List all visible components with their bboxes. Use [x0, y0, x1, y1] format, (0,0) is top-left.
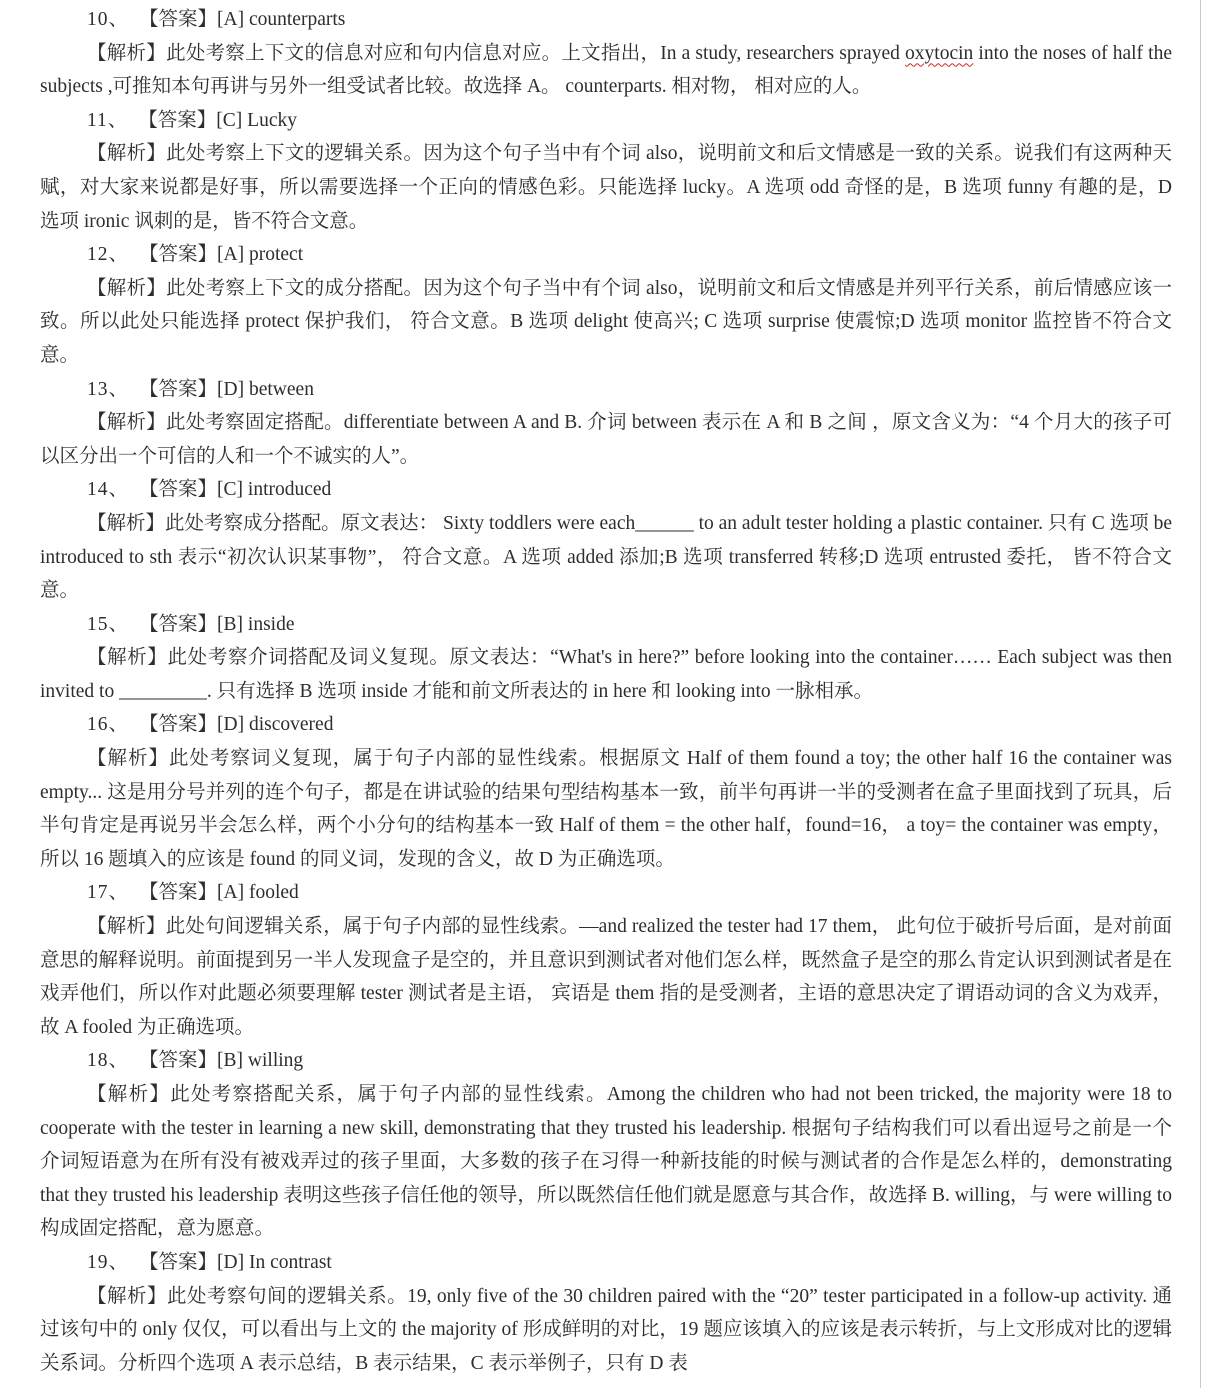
answer-line — [40, 1044, 1172, 1078]
answer-line — [40, 373, 1172, 407]
analysis-text: 此处考察词义复现，属于句子内部的显性线索。根据原文 Half of them found a toy; the other half 16 the container was empty... 这是用分号并列的连个句子，都是在讲试验的结果句型结构基本一致，前半句再讲一半的受测者在盒子里面找到了玩具，后半句肯定是再说另半会怎么样，两个小分句的结构基本一致 Half of them = the other half，found=16， a toy= the container was empty，所以 16 题填入的应该是 found 的同义词，发现的含义，故 D 为正确选项。 — [40, 748, 1172, 870]
item-number: 11、 — [87, 109, 129, 131]
analysis-text: 此处考察成分搭配。原文表达： Sixty toddlers were each______ to an adult tester holding a plastic container. 只有 C 选项 be introduced to sth 表示“初次认识某事物”， 符合文意。A 选项 added 添加;B 选项 transferred 转移;D 选项 entrusted 委托， 皆不符合文意。 — [40, 512, 1172, 602]
answer-text: [D] between — [217, 378, 314, 400]
analysis-paragraph — [40, 641, 1172, 708]
answer-label: 【答案】 — [139, 882, 218, 904]
answer-text: [D] discovered — [217, 714, 334, 736]
analysis-text: into the noses of half the subjects ,可推知本句再讲与另外一组受试者比较。故选择 A。 counterparts. 相对物， 相对应的人。 — [40, 42, 1173, 98]
answer-line — [40, 3, 1172, 37]
answer-line — [40, 876, 1172, 910]
exam-item-18 — [40, 1044, 1172, 1246]
answer-line — [40, 608, 1172, 642]
exam-item-14 — [40, 473, 1172, 607]
analysis-paragraph — [40, 742, 1172, 876]
answer-line — [40, 1246, 1172, 1280]
item-number: 15、 — [87, 613, 130, 635]
analysis-label: 【解析】 — [87, 412, 167, 434]
answer-label: 【答案】 — [139, 613, 218, 635]
answer-line — [40, 104, 1172, 138]
page-edge-divider — [1200, 0, 1201, 1388]
analysis-label: 【解析】 — [87, 512, 166, 534]
answer-label: 【答案】 — [139, 9, 218, 30]
analysis-text: 此处句间逻辑关系，属于句子内部的显性线索。—and realized the tester had 17 them， 此句位于破折号后面，是对前面意思的解释说明。前面提到另一半人发现盒子是空的，并且意识到测试者对他们怎么样，既然盒子是空的那么肯定认识到测试者是在戏弄他们，所以作对此题必须要理解 tester 测试者是主语， 宾语是 them 指的是受测者，主语的意思决定了谓语动词的含义为戏弄， 故 A fooled 为正确选项。 — [40, 916, 1172, 1038]
answer-label: 【答案】 — [139, 378, 218, 400]
answer-label: 【答案】 — [139, 479, 218, 501]
answer-text: [C] Lucky — [216, 109, 297, 131]
analysis-label: 【解析】 — [87, 143, 167, 165]
item-number: 16、 — [87, 714, 130, 736]
analysis-label: 【解析】 — [87, 1084, 171, 1105]
spellcheck-underlined-word: oxytocin — [905, 42, 974, 64]
analysis-label: 【解析】 — [87, 916, 166, 938]
answer-label: 【答案】 — [139, 1050, 218, 1072]
item-number: 12、 — [87, 244, 130, 266]
analysis-paragraph — [40, 1280, 1172, 1381]
answer-text: [A] protect — [217, 244, 304, 266]
answer-label: 【答案】 — [139, 714, 218, 736]
analysis-text: 此处考察固定搭配。differentiate between A and B. 介词 between 表示在 A 和 B 之间 ，原文含义为：“4 个月大的孩子可以区分出一个可信的人和一个不诚实的人”。 — [40, 412, 1172, 467]
analysis-paragraph — [40, 910, 1172, 1044]
answer-line — [40, 473, 1172, 507]
analysis-paragraph — [40, 37, 1172, 104]
analysis-paragraph — [40, 507, 1172, 608]
exam-item-16 — [40, 708, 1172, 876]
answer-label: 【答案】 — [139, 1251, 218, 1273]
answer-label: 【答案】 — [139, 244, 218, 266]
exam-item-19 — [40, 1246, 1172, 1380]
item-number: 17、 — [87, 882, 130, 904]
exam-item-12 — [40, 238, 1172, 372]
answer-line — [40, 708, 1172, 742]
item-number: 10、 — [87, 9, 130, 30]
answer-text: [C] introduced — [217, 479, 332, 501]
item-number: 14、 — [87, 479, 130, 501]
analysis-label: 【解析】 — [87, 277, 167, 299]
item-number: 18、 — [87, 1050, 130, 1072]
answer-text: [B] inside — [217, 613, 295, 635]
analysis-text: 此处考察介词搭配及词义复现。原文表达：“What's in here?” before looking into the container…… Each subject was then invited to _________. 只有选择 B 选项 inside 才能和前文所表达的 in here 和 looking into 一脉相承。 — [40, 647, 1172, 702]
exam-item-10 — [40, 3, 1172, 104]
analysis-paragraph — [40, 272, 1172, 373]
analysis-label: 【解析】 — [87, 647, 168, 669]
exam-item-11 — [40, 104, 1172, 238]
analysis-text: 此处考察上下文的逻辑关系。因为这个句子当中有个词 also，说明前文和后文情感是一致的关系。说我们有这两种天赋，对大家来说都是好事，所以需要选择一个正向的情感色彩。只能选择 lucky。A 选项 odd 奇怪的是，B 选项 funny 有趣的是，D 选项 ironic 讽刺的是，皆不符合文意。 — [40, 143, 1172, 232]
analysis-label: 【解析】 — [87, 1285, 168, 1307]
item-number: 19、 — [87, 1251, 130, 1273]
answer-text: [B] willing — [217, 1050, 304, 1072]
analysis-text: 此处考察上下文的信息对应和句内信息对应。上文指出，In a study, researchers sprayed — [166, 42, 906, 64]
analysis-text: 此处考察上下文的成分搭配。因为这个句子当中有个词 also，说明前文和后文情感是并列平行关系，前后情感应该一致。所以此处只能选择 protect 保护我们， 符合文意。B 选项 delight 使高兴; C 选项 surprise 使震惊;D 选项 monitor 监控皆不符合文意。 — [40, 277, 1172, 366]
answer-line — [40, 238, 1172, 272]
analysis-text: 此处考察搭配关系，属于句子内部的显性线索。Among the children who had not been tricked, the majority were 18 to cooperate with the tester in learning a new skill, demonstrating that they trusted his leadership. 根据句子结构我们可以看出逗号之前是一个介词短语意为在所有没有被戏弄过的孩子里面，大多数的孩子在习得一种新技能的时候与测试者的合作是怎么样的，demonstrating that they trusted his leadership 表明这些孩子信任他的领导，所以既然信任他们就是愿意与其合作，故选择 B. willing，与 were willing to 构成固定搭配，意为愿意。 — [40, 1084, 1172, 1240]
analysis-paragraph — [40, 406, 1172, 473]
answer-key-document — [40, 3, 1172, 1380]
analysis-label: 【解析】 — [87, 42, 167, 64]
exam-item-13 — [40, 373, 1172, 474]
exam-item-15 — [40, 608, 1172, 709]
exam-item-17 — [40, 876, 1172, 1044]
item-number: 13、 — [87, 378, 130, 400]
answer-text: [A] counterparts — [217, 9, 346, 30]
answer-text: [A] fooled — [217, 882, 299, 904]
analysis-paragraph — [40, 137, 1172, 238]
answer-label: 【答案】 — [138, 109, 217, 131]
analysis-label: 【解析】 — [87, 748, 169, 770]
answer-text: [D] In contrast — [217, 1251, 332, 1273]
analysis-text: 此处考察句间的逻辑关系。19, only five of the 30 children paired with the “20” tester participated in a follow-up activity. 通过该句中的 only 仅仅，可以看出与上文的 the majority of 形成鲜明的对比，19 题应该填入的应该是表示转折，与上文形成对比的逻辑关系词。分析四个选项 A 表示总结，B 表示结果，C 表示举例子，只有 D 表 — [40, 1285, 1172, 1374]
analysis-paragraph — [40, 1078, 1172, 1246]
